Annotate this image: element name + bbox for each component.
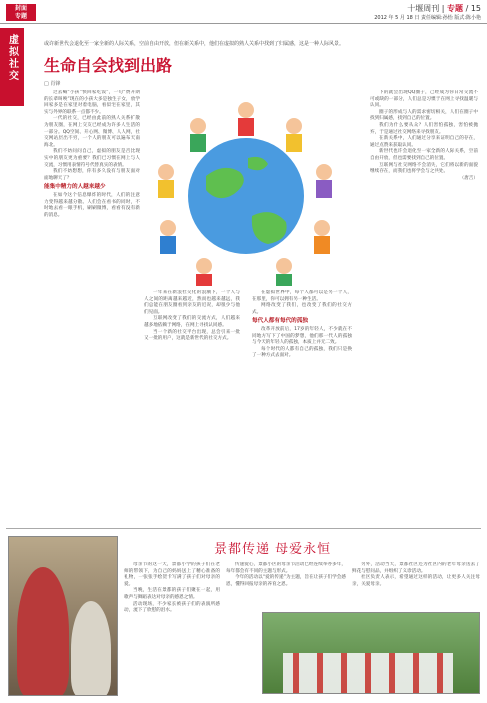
paragraph: 传递爱心，景都小区的母亲节活动已经连续举办多年，每年都会有不同的主题与形式。 — [226, 562, 346, 574]
stage-performance-photo — [262, 612, 480, 694]
mother-figure — [17, 567, 69, 696]
subheading: 能集中精力的人越来越少 — [44, 184, 106, 191]
section-name: 专题 — [447, 4, 464, 13]
article-column-3 — [252, 290, 352, 520]
article-lead: 或许新世代会退化至一家全新的人际关系，空前自由开放，但在新关系中，他们在虚拟的熟人关系中找到了归属感，这是一种人际风景。 — [44, 41, 345, 47]
subheading: 每代人都有每代的孤独 — [252, 318, 308, 325]
paragraph: 在新关系中，人们通过分享来证明自己的存在，通过点赞来获取认同。 — [370, 136, 478, 148]
section-tag: 封面 专题 — [6, 4, 36, 21]
masthead — [0, 0, 487, 24]
paper-name: 十堰周刊 — [407, 4, 440, 13]
article-column-4 — [370, 90, 478, 520]
paragraph: 当一个新的社交平台出现，总会引来一批又一批的用户，这就是新世代的社交方式。 — [144, 329, 240, 342]
page-number: 15 — [470, 4, 481, 13]
paragraph: 今年的活动以“爱的传递”为主题，旨在让孩子们学会感恩，懂得回报母亲的养育之恩。 — [226, 575, 346, 587]
article-byline: □ 肖锋 — [44, 81, 61, 87]
paragraph: 新世代也许会退化至一家全新的人际关系，空前自由开放，但也需要找到自己的位置。 — [370, 149, 478, 161]
paragraph: 母亲节的这一天，景都小学的孩子们在老师的带领下，为自己的妈妈送上了精心准备的礼物，一张张手绘贺卡写满了孩子们对母亲的爱。 — [124, 562, 220, 587]
story-headline: 景都传递 母爱永恒 — [214, 542, 332, 557]
paragraph: 我们为什么要从众？人们害怕孤独，害怕被抛弃，于是通过社交网络来寻找朋友。 — [370, 122, 478, 135]
article-column-1 — [44, 90, 140, 520]
paragraph: 网络改变了我们，也改变了我们的社交方式。 — [252, 303, 352, 315]
paragraph: 活动现场，不少家长被孩子们的表演所感动，流下了欣慰的泪水。 — [124, 601, 220, 614]
paragraph: 互联网与社交网络不会消失，它们将以新的面貌继续存在，而我们也将学会与之共处。 — [370, 162, 478, 175]
side-label — [0, 28, 24, 106]
paragraph: 互联网改变了我们的交流方式，人们越来越多地依赖于网络，在网上寻找认同感。 — [144, 316, 240, 328]
dateline: 2012 年 5 月 18 日 责任编辑:孙怡 版式:陈小艳 — [374, 15, 481, 21]
paragraph: 一代的社交，已经由此前的熟人关系扩散为朋友圈，在网上交友已经成为许多人生活的一部分。QQ空间、开心网、微博、人人网，社交网站层出不穷，一个人的朋友可以遍布天南海北。 — [44, 116, 140, 148]
section-divider — [6, 528, 481, 529]
masthead-rule — [0, 23, 487, 24]
mother-child-photo — [8, 536, 118, 696]
story-column-2 — [226, 562, 346, 610]
paper-title: 十堰周刊 | 专题 / 15 — [407, 4, 481, 13]
article-column-2 — [144, 290, 240, 520]
paragraph: 在如今这个信息爆炸的时代，人们的注意力变得越来越分散。人们会在看书的同时，不时地去看一眼手机，刷刷微博，看看有没有新的消息。 — [44, 192, 140, 218]
paragraph: 下的就会出现QQ圈子，己经成为你日常交流不可或缺的一部分，人们总是习惯于在网上寻找温暖与认同。 — [370, 90, 478, 109]
paragraph: 改革开放前后，17岁的年轻人，不少就在不同地方写下了中国的梦想，他们那一代人的孤独与今天的年轻人的孤独，本质上并无二致。 — [252, 326, 352, 346]
paragraph: 另外，活动当天，景都社区还为社区内的老年母亲送去了鲜花与慰问品，并组织了义诊活动。 — [352, 562, 480, 574]
paragraph: 我们不妨想想，你有多久没有与朋友面对面地聊天了？ — [44, 169, 140, 181]
paragraph: 在虚拟世界中，每个人都可以是另一个人，在那里，你可以拥有另一种生活。 — [252, 290, 352, 302]
author-note: （唐吉） — [459, 175, 478, 181]
paragraph: 我们不妨问问自己，虚拟的朋友是否比现实中的朋友更为重要？我们已习惯在网上与人交流，习惯用表情符号代替真实的表情。 — [44, 149, 140, 168]
paragraph: 圈子的形成与人的需求密切相关，人们在圈子中找到归属感，找到自己的位置。 — [370, 109, 478, 122]
story-column-1 — [124, 562, 220, 696]
paragraph: 一年来在新浪社交化的浪潮下，一个人与人之间的距离越来越近，然而也越来越远，我们总能在朋友圈看到亲友的近况，却很少与他们见面。 — [144, 290, 240, 315]
paragraph: 社区负责人表示，希望通过这样的活动，让更多人关注母亲，关爱母亲。 — [352, 575, 480, 587]
globe-children-illustration — [144, 88, 348, 286]
paragraph: 当晚，生活在景都的孩子们聚在一起，用歌声与舞蹈表达对母亲的感恩之情。 — [124, 588, 220, 600]
story-column-3 — [352, 562, 480, 610]
paragraph: 过去喊“小孩”快回家吃饭”，一句“费开朗的长辈叫唤”现在的小孩大多是独生子女，放学回家多是在家里对着电脑，看似宅在家里，其实与外界的联系一点都不少。 — [44, 90, 140, 115]
side-label-text: 虚拟社交 — [6, 34, 18, 82]
child-figure — [71, 601, 111, 696]
article-headline: 生命自会找到出路 — [44, 56, 173, 75]
performer-group — [283, 653, 453, 693]
paragraph: 每个时代的人都有自己的孤独，我们只是换了一种方式去面对。 — [252, 346, 352, 359]
